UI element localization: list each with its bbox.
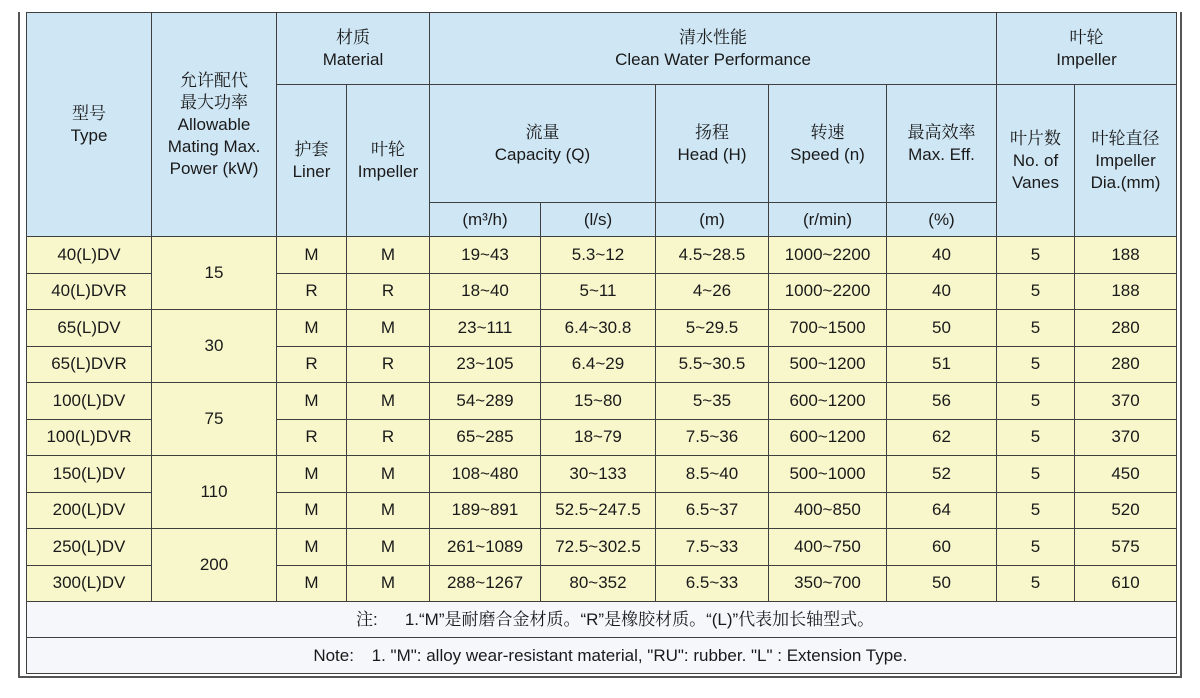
capacity-m3h-cell: 23~105 [430,346,541,383]
diameter-cell: 520 [1075,492,1177,529]
head-cell: 5.5~30.5 [656,346,769,383]
header-row-1 [27,13,1177,85]
impeller-cell: R [347,273,430,310]
unit-ls: (l/s) [541,203,656,237]
speed-cell: 700~1500 [769,310,887,347]
model-cell: 40(L)DVR [27,273,152,310]
note-cn [27,602,1177,638]
diameter-cell: 575 [1075,529,1177,566]
vanes-header: 叶片数 No. of Vanes [997,85,1075,237]
impeller-cell: R [347,419,430,456]
diameter-cell: 188 [1075,273,1177,310]
speed-cell: 600~1200 [769,383,887,420]
efficiency-cell: 56 [887,383,997,420]
liner-header: 护套 Liner [277,85,347,237]
vanes-cell: 5 [997,346,1075,383]
capacity-m3h-cell: 23~111 [430,310,541,347]
capacity-ls-cell: 5~11 [541,273,656,310]
efficiency-cell: 40 [887,273,997,310]
vanes-cell: 5 [997,565,1075,602]
model-cell: 250(L)DV [27,529,152,566]
capacity-m3h-cell: 261~1089 [430,529,541,566]
performance-header: 清水性能 Clean Water Performance [430,13,997,85]
material-header: 材质 Material [277,13,430,85]
liner-cell: M [277,565,347,602]
diameter-cell: 280 [1075,346,1177,383]
power-cell: 75 [152,383,277,456]
head-header: 扬程 Head (H) [656,85,769,203]
power-cell: 30 [152,310,277,383]
model-cell: 40(L)DV [27,237,152,274]
diameter-cell: 280 [1075,310,1177,347]
head-cell: 6.5~33 [656,565,769,602]
efficiency-cell: 40 [887,237,997,274]
capacity-m3h-cell: 108~480 [430,456,541,493]
power-header: 允许配代 最大功率 Allowable Mating Max. Power (kW) [152,13,277,237]
capacity-m3h-cell: 288~1267 [430,565,541,602]
note-cn-text: 1.“M”是耐磨合金材质。“R”是橡胶材质。“(L)”代表加长轴型式。 [404,609,875,629]
liner-cell: M [277,237,347,274]
power-cell: 110 [152,456,277,529]
diameter-header: 叶轮直径 Impeller Dia.(mm) [1075,85,1177,237]
speed-cell: 1000~2200 [769,273,887,310]
capacity-ls-cell: 30~133 [541,456,656,493]
impeller-cell: M [347,383,430,420]
efficiency-header: 最高效率 Max. Eff. [887,85,997,203]
speed-cell: 600~1200 [769,419,887,456]
vanes-cell: 5 [997,383,1075,420]
liner-cell: M [277,456,347,493]
head-cell: 4~26 [656,273,769,310]
table-row [27,383,1177,420]
table-row [27,310,1177,347]
liner-cell: R [277,346,347,383]
table-row [27,529,1177,566]
speed-cell: 400~750 [769,529,887,566]
vanes-cell: 5 [997,310,1075,347]
capacity-m3h-cell: 54~289 [430,383,541,420]
diameter-cell: 370 [1075,419,1177,456]
speed-cell: 500~1200 [769,346,887,383]
capacity-ls-cell: 80~352 [541,565,656,602]
note-en-text: 1. "M": alloy wear-resistant material, "RU": rubber. "L" : Extension Type. [371,645,908,665]
efficiency-cell: 64 [887,492,997,529]
impeller-cell: M [347,565,430,602]
impeller-cell: R [347,346,430,383]
efficiency-cell: 51 [887,346,997,383]
note-en-label: Note: [313,645,354,665]
impeller-cell: M [347,492,430,529]
unit-m3h: (m³/h) [430,203,541,237]
head-cell: 7.5~33 [656,529,769,566]
speed-header: 转速 Speed (n) [769,85,887,203]
liner-cell: M [277,529,347,566]
vanes-cell: 5 [997,456,1075,493]
speed-cell: 350~700 [769,565,887,602]
capacity-m3h-cell: 18~40 [430,273,541,310]
head-cell: 5~29.5 [656,310,769,347]
efficiency-cell: 60 [887,529,997,566]
capacity-m3h-cell: 65~285 [430,419,541,456]
model-cell: 300(L)DV [27,565,152,602]
note-cn-label: 注: [355,609,378,629]
impeller-cell: M [347,237,430,274]
capacity-ls-cell: 5.3~12 [541,237,656,274]
model-cell: 150(L)DV [27,456,152,493]
capacity-ls-cell: 18~79 [541,419,656,456]
head-cell: 4.5~28.5 [656,237,769,274]
model-cell: 65(L)DVR [27,346,152,383]
liner-cell: M [277,492,347,529]
pump-spec-table [26,12,1177,674]
diameter-cell: 450 [1075,456,1177,493]
model-cell: 100(L)DVR [27,419,152,456]
capacity-header: 流量 Capacity (Q) [430,85,656,203]
power-cell: 15 [152,237,277,310]
model-cell: 100(L)DV [27,383,152,420]
head-cell: 8.5~40 [656,456,769,493]
capacity-ls-cell: 6.4~30.8 [541,310,656,347]
liner-cell: R [277,419,347,456]
efficiency-cell: 50 [887,310,997,347]
power-cell: 200 [152,529,277,602]
liner-cell: M [277,310,347,347]
impeller-material-header: 叶轮 Impeller [347,85,430,237]
capacity-m3h-cell: 189~891 [430,492,541,529]
head-cell: 6.5~37 [656,492,769,529]
unit-rmin: (r/min) [769,203,887,237]
note-row-cn [27,602,1177,638]
vanes-cell: 5 [997,237,1075,274]
impeller-cell: M [347,529,430,566]
note-en [27,638,1177,674]
capacity-ls-cell: 52.5~247.5 [541,492,656,529]
vanes-cell: 5 [997,529,1075,566]
head-cell: 5~35 [656,383,769,420]
speed-cell: 1000~2200 [769,237,887,274]
liner-cell: M [277,383,347,420]
head-cell: 7.5~36 [656,419,769,456]
speed-cell: 500~1000 [769,456,887,493]
vanes-cell: 5 [997,419,1075,456]
capacity-ls-cell: 15~80 [541,383,656,420]
table-row [27,456,1177,493]
unit-pct: (%) [887,203,997,237]
impeller-cell: M [347,310,430,347]
table-row [27,237,1177,274]
diameter-cell: 610 [1075,565,1177,602]
efficiency-cell: 52 [887,456,997,493]
model-cell: 200(L)DV [27,492,152,529]
efficiency-cell: 62 [887,419,997,456]
impeller-group-header: 叶轮 Impeller [997,13,1177,85]
model-cell: 65(L)DV [27,310,152,347]
speed-cell: 400~850 [769,492,887,529]
efficiency-cell: 50 [887,565,997,602]
diameter-cell: 188 [1075,237,1177,274]
unit-m: (m) [656,203,769,237]
vanes-cell: 5 [997,273,1075,310]
type-header: 型号 Type [27,13,152,237]
capacity-ls-cell: 6.4~29 [541,346,656,383]
vanes-cell: 5 [997,492,1075,529]
capacity-ls-cell: 72.5~302.5 [541,529,656,566]
liner-cell: R [277,273,347,310]
impeller-cell: M [347,456,430,493]
capacity-m3h-cell: 19~43 [430,237,541,274]
note-row-en [27,638,1177,674]
diameter-cell: 370 [1075,383,1177,420]
